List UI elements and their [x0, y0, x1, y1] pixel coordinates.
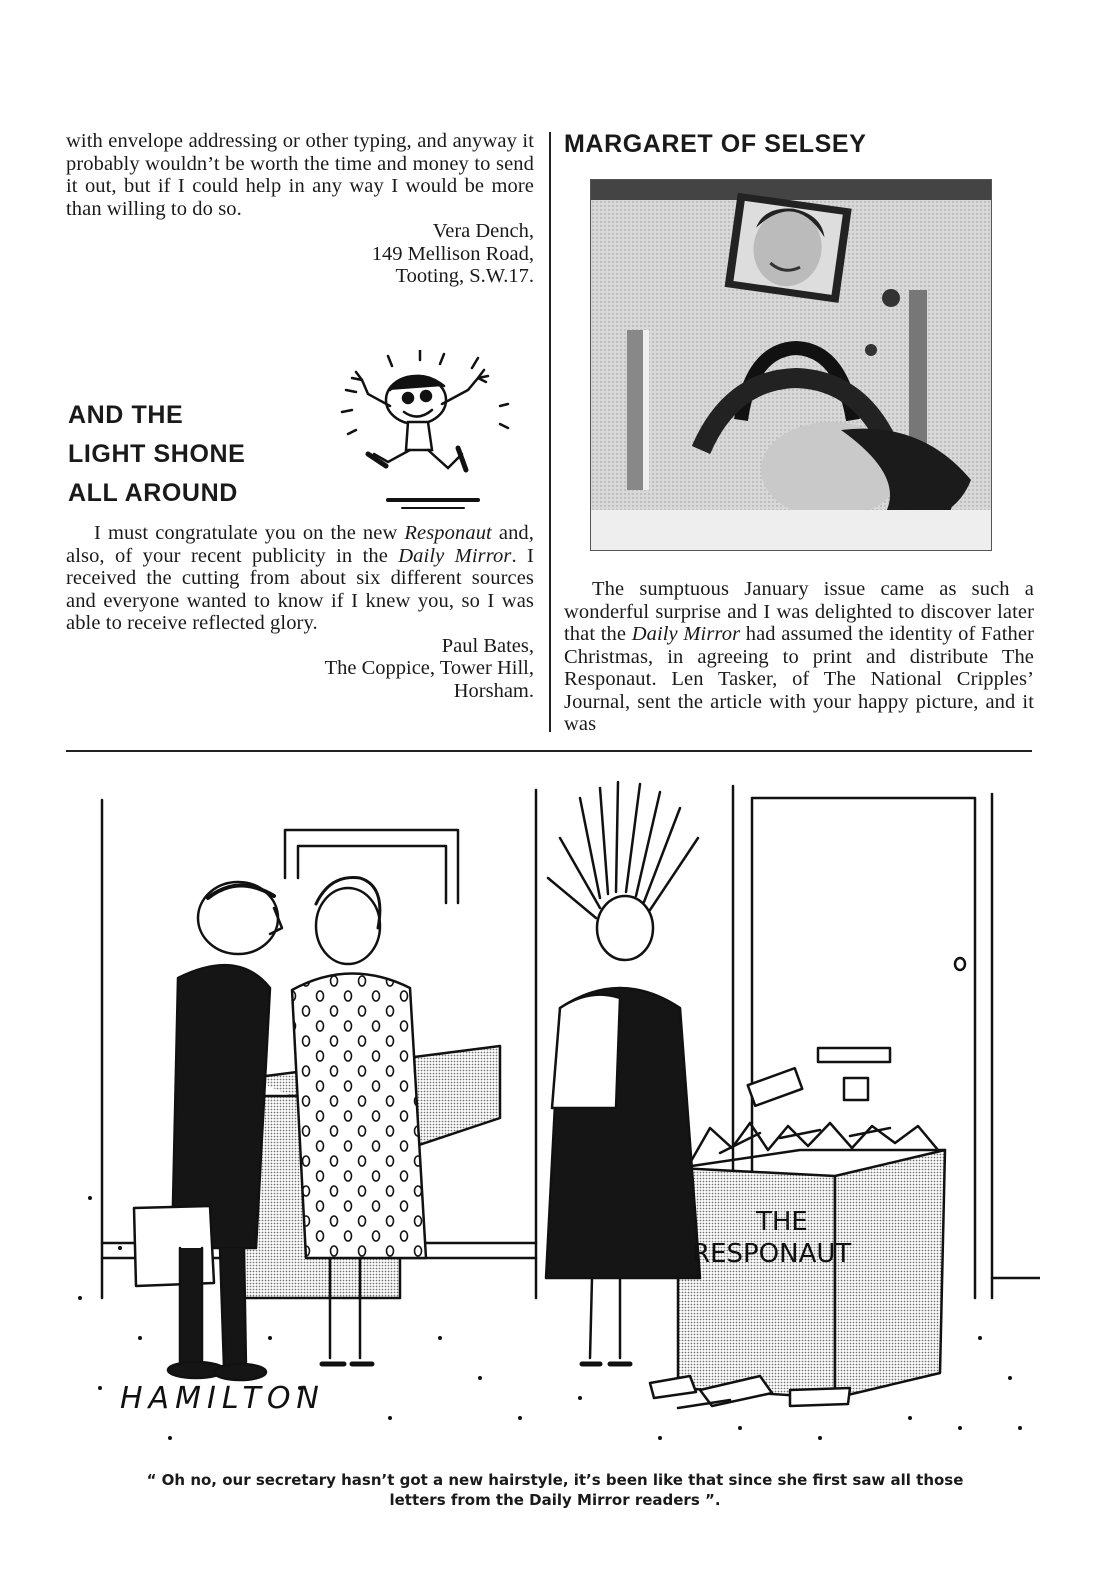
signature-line: Vera Dench, — [432, 220, 534, 242]
letter-2-body — [66, 522, 534, 635]
hamilton-cartoon — [60, 778, 1040, 1468]
iron-lung-photograph — [590, 179, 992, 551]
letter-1-signature — [66, 220, 534, 288]
caption-line: letters from the Daily Mirror readers ”. — [389, 1491, 721, 1509]
section-headline — [68, 396, 245, 513]
caption-line: “ Oh no, our secretary hasn’t got a new hairstyle, it’s been like that since she first saw all those — [146, 1471, 964, 1489]
letter-3-body — [564, 578, 1034, 736]
signature-line: The Coppice, Tower Hill, — [324, 657, 534, 679]
signature-line: 149 Mellison Road, — [371, 242, 534, 265]
headline-line: AND THE — [68, 401, 184, 429]
box-label-line-1: THE — [756, 1207, 808, 1237]
italic-run: Daily Mirror — [398, 544, 512, 567]
text-run: I must congratulate you on the new — [94, 522, 405, 544]
text-run: and, also, of your recent publicity in the — [66, 522, 535, 567]
section-body — [66, 522, 534, 702]
box-label-line-2: RESPONAUT — [692, 1239, 852, 1269]
column-divider — [549, 132, 551, 732]
headline-line: ALL AROUND — [68, 479, 238, 507]
signature-line: Horsham. — [453, 679, 534, 702]
left-column-letter-1 — [66, 130, 534, 288]
cartoon-caption — [80, 1470, 1030, 1510]
section-headline: MARGARET OF SELSEY — [564, 130, 867, 158]
italic-run: Daily Mirror — [631, 623, 741, 645]
signature-line: Paul Bates, — [441, 634, 534, 657]
text-run: The sumptuous January issue came as such a wonderful surprise and I was delighted to discover later that the — [564, 578, 1034, 645]
italic-run: Responaut — [404, 522, 492, 544]
headline-line: LIGHT SHONE — [68, 440, 246, 468]
letter-2-signature — [66, 635, 534, 703]
text-run: had assumed the identity of Father Christmas, in agreeing to print and distribute The Responaut. Len Tasker, of The National Cripples’ Journal, sent the article with your happy picture, and it was — [564, 623, 1034, 735]
signature-line: Tooting, S.W.17. — [395, 265, 534, 287]
letter-1-body: with envelope addressing or other typing, and anyway it probably wouldn’t be worth the time and money to send it out, but if I could help in any way I would be more than willing to do so. — [66, 130, 534, 220]
artist-signature: HAMILTON — [120, 1381, 325, 1416]
running-mascot-illustration — [328, 350, 538, 514]
horizontal-divider — [66, 750, 1032, 752]
right-column — [564, 130, 1034, 736]
text-run: . I received the cutting from about six different sources and everyone wanted to know if I knew you, so I was able to receive reflected glory. — [66, 544, 534, 634]
